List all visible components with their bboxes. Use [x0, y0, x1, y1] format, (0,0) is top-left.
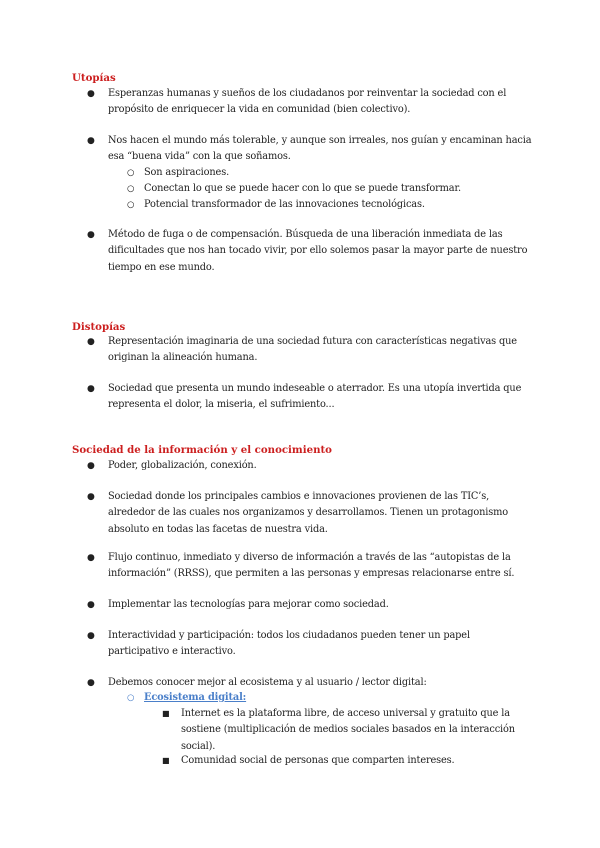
list-item: ● Sociedad que presenta un mundo indeseable o aterrador. Es una utopía invertida que representa el dolor, la miseria, el sufrimiento...: [87, 383, 522, 411]
list-item: ● Interactividad y participación: todos los ciudadanos pueden tener un papel participativo e interactivo.: [87, 630, 470, 658]
sub-sub-list-item: ■ Comunidad social de personas que comparten intereses.: [181, 753, 536, 769]
circle-bullet-icon: ○: [127, 168, 135, 178]
list-item: ● Esperanzas humanas y sueños de los ciudadanos por reinventar la sociedad con el propósito de enriquecer la vida en comunidad (bien colectivo).: [87, 88, 507, 116]
heading-distopias: Distopías: [72, 321, 126, 333]
circle-bullet-icon: ○: [127, 200, 135, 210]
list-item: ● Poder, globalización, conexión.: [108, 458, 533, 474]
bullet-icon: ●: [87, 384, 95, 394]
bullet-icon: ●: [87, 230, 95, 240]
square-bullet-icon: ■: [162, 709, 170, 718]
list-item: ● Representación imaginaria de una sociedad futura con características negativas que originan la alineación humana.: [87, 336, 517, 364]
ecosistema-heading: Ecosistema digital:: [144, 692, 247, 703]
bullet-icon: ●: [87, 600, 95, 610]
circle-bullet-icon: ○: [127, 184, 135, 194]
bullet-icon: ●: [87, 492, 95, 502]
bullet-icon: ●: [87, 553, 95, 563]
list-item: ● Implementar las tecnologías para mejorar como sociedad.: [108, 597, 533, 613]
bullet-icon: ●: [87, 461, 95, 471]
list-item: ● Método de fuga o de compensación. Búsqueda de una liberación inmediata de las dificultades que nos han tocado vivir, por ello solemos pasar la mayor parte de nuestro tiempo en ese mundo.: [87, 229, 528, 273]
heading-utopias: Utopías: [72, 72, 116, 84]
list-item: ● Debemos conocer mejor al ecosistema y al usuario / lector digital:: [108, 675, 533, 691]
list-item: ● Sociedad donde los principales cambios e innovaciones provienen de las TIC’s, alrededor de las cuales nos organizamos y desarrollamos. Tienen un protagonismo absoluto en todas las facetas de nuestra vida.: [87, 491, 509, 535]
bullet-icon: ●: [87, 678, 95, 688]
heading-sociedad: Sociedad de la información y el conocimiento: [72, 444, 332, 456]
square-bullet-icon: ■: [162, 756, 170, 765]
bullet-icon: ●: [87, 337, 95, 347]
sub-list-item: ○ Son aspiraciones.: [144, 165, 534, 181]
circle-bullet-icon: ○: [127, 693, 135, 703]
bullet-icon: ●: [87, 631, 95, 641]
sub-list-item: ○ Conectan lo que se puede hacer con lo que se puede transformar.: [144, 181, 534, 197]
bullet-icon: ●: [87, 136, 95, 146]
bullet-icon: ●: [87, 89, 95, 99]
sub-list-item-ecosistema: [127, 690, 534, 706]
sub-list-item: ○ Potencial transformador de las innovaciones tecnológicas.: [144, 197, 534, 213]
sub-sub-list-item: ■ Internet es la plataforma libre, de acceso universal y gratuito que la sostiene (multiplicación de medios sociales basados en la interacción social).: [162, 708, 515, 752]
list-item: ● Flujo continuo, inmediato y diverso de información a través de las “autopistas de la información” (RRSS), que permiten a las personas y empresas relacionarse entre sí.: [87, 552, 515, 580]
list-item: ● Nos hacen el mundo más tolerable, y aunque son irreales, nos guían y encaminan hacia esa “buena vida” con la que soñamos.: [87, 135, 532, 163]
